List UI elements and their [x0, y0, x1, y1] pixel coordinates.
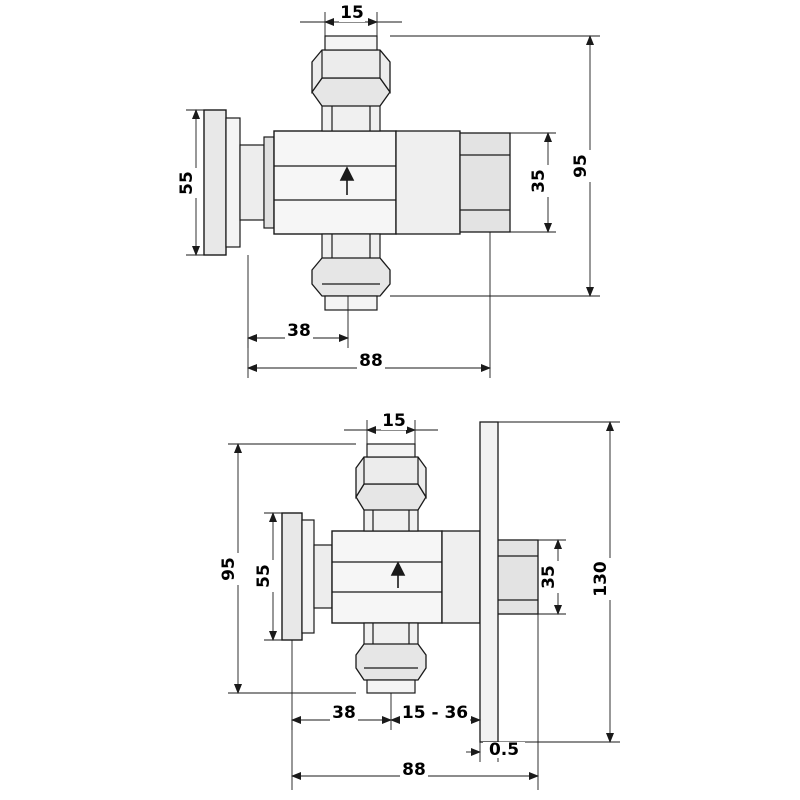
dim-label-top-35: 35: [529, 169, 549, 193]
dim-label-bot-15: 15: [382, 411, 406, 431]
dim-label-top-15: 15: [340, 3, 364, 23]
dim-label-bot-35: 35: [539, 565, 559, 589]
dim-label-bot-15-36: 15 - 36: [401, 703, 469, 723]
dim-label-bot-55: 55: [254, 564, 274, 588]
dim-label-bot-38: 38: [332, 703, 356, 723]
dim-label-top-38: 38: [287, 321, 311, 341]
dim-label-bot-130: 130: [591, 561, 611, 597]
dim-label-top-95: 95: [571, 154, 591, 178]
dim-label-top-55: 55: [177, 171, 197, 195]
bottom-view-product: [282, 422, 538, 742]
dim-label-top-88: 88: [359, 351, 383, 371]
dim-label-bot-88: 88: [402, 760, 426, 780]
top-view-product: [204, 36, 510, 310]
dim-label-bot-05: 0.5: [488, 740, 520, 760]
dim-label-bot-95: 95: [219, 557, 239, 581]
